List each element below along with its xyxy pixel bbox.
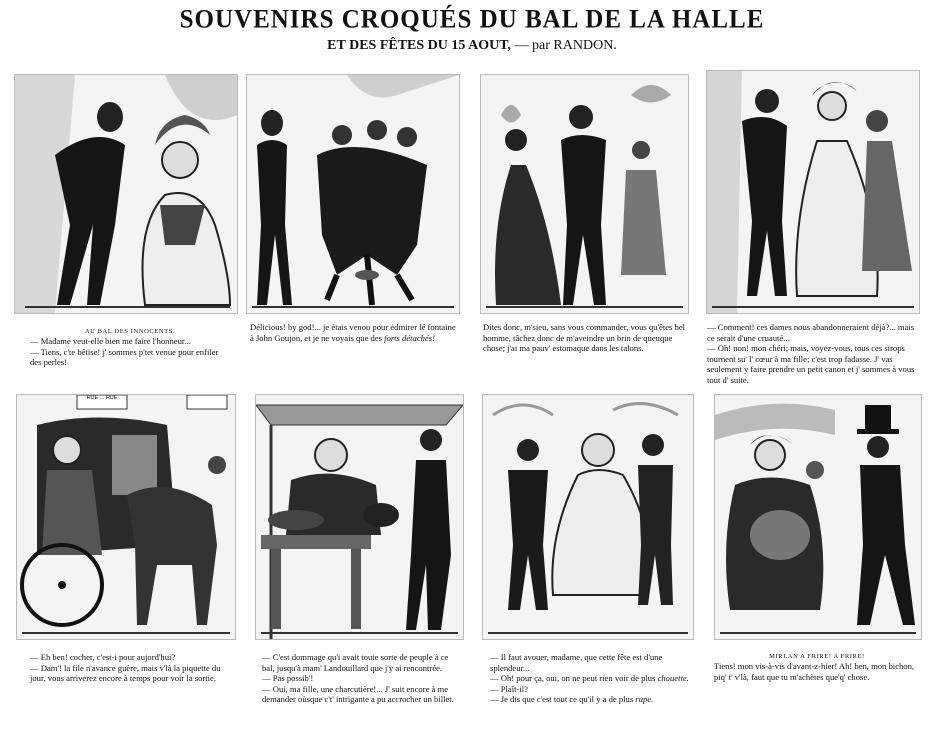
caption-line: — Oh! non! mon chéri; mais, voyez-vous, tous ces sirops tournent su' l' cœur à ma fille; c'est trop fadasse. J' vas seulement y faire prendre un petit canon et j' sommes à vous tout d' suite. (707, 343, 915, 385)
caption-line: — Eh ben! cocher, c'est-i pour aujord'hui? (30, 652, 176, 662)
caption-line: — Comment! ces dames nous abandonneraient déjà?... mais ce serait d'une cruauté... (707, 322, 915, 343)
caption-line: Délicious! by god!... je étais venou pour édmirer lé fontaine à John Goujon, et je ne voyais que des (250, 322, 456, 343)
caption-line: — Dam'! la file n'avance guère, mais v'là la piquette du jour, vous arriverez encore à temps pour voir la sortie. (30, 662, 221, 684)
author-credit: — par RANDON. (514, 38, 617, 53)
sketch-vendor-and-dandy-icon (715, 395, 921, 639)
caption-panel-5 (30, 652, 235, 684)
caption-line (490, 673, 692, 684)
caption-panel-1 (30, 327, 230, 368)
illustration-panel-3 (480, 74, 689, 314)
illustration-panel-4 (706, 70, 920, 314)
sketch-gentleman-and-ladies-icon (707, 71, 919, 313)
subtitle-text: ET DES FÊTES DU 15 AOUT, (327, 38, 512, 53)
page-title: SOUVENIRS CROQUÉS DU BAL DE LA HALLE (179, 5, 765, 34)
sketch-ballroom-couple-icon (481, 75, 688, 313)
sketch-carriage-icon (17, 395, 235, 639)
caption-heading: AU BAL DES INNOCENTS. (84, 328, 176, 335)
sketch-bow-to-lady-icon (15, 75, 237, 313)
caption-line: — Plaît-il? (490, 683, 528, 694)
caption-emphasis: forts détachés! (384, 332, 435, 343)
caption-line: — Tiens, c'te bêtise! j' sommes p'tet venue pour enfiler des perles! (30, 346, 219, 368)
illustration-panel-6 (255, 394, 464, 640)
caption-panel-7 (490, 652, 692, 705)
illustration-panel-1 (14, 74, 238, 314)
caption-panel-2 (250, 322, 456, 343)
sketch-large-lady-icon (483, 395, 693, 639)
caption-line (490, 694, 692, 705)
caption-panel-6 (262, 652, 462, 705)
caption-emphasis: chouette. (657, 673, 689, 684)
page-subtitle (0, 38, 944, 54)
caption-panel-8 (714, 652, 920, 682)
illustration-panel-8 (714, 394, 922, 640)
caption-heading: MIRLAN A FRIRE! A FRIRE! (769, 653, 865, 660)
illustration-panel-5 (16, 394, 236, 640)
sketch-market-stall-icon (256, 395, 463, 639)
illustration-panel-7 (482, 394, 694, 640)
caption-line: — C'est dommage qu'i avait toute sorte de peuple à ce bal, jusqu'à mam' Landouillard que j'y ai rencontrée. (262, 652, 449, 673)
caption-panel-4 (707, 322, 917, 386)
caption-panel-3 (483, 322, 689, 354)
caption-line: — Il faut avouer, madame, que cette fête est d'une splendeur... (490, 652, 663, 673)
illustration-panel-2 (246, 74, 460, 314)
sketch-dancing-crowd-icon (247, 75, 459, 313)
caption-line: — Madame veut-elle bien me faire l'honneur... (30, 336, 191, 346)
street-sign: RUE ... RUE (86, 395, 118, 401)
caption-line: — Oui, ma fille, une charcutière!... J' suit encore à me demander oùsque c't' intrigante a pu accrocher un billet. (262, 683, 454, 705)
caption-emphasis: rupe. (635, 694, 654, 705)
caption-line: Dites donc, m'sieu, sans vous commander, vous qu'êtes bel homme, tâchez donc de m'aveindre un brin de queuque chose; j'ai ma pauv' estomaque dans les talons. (483, 322, 686, 354)
caption-text: — Oh! pour ça, oui, on ne peut rien voir de plus (490, 673, 656, 684)
caption-line: — Pas possib'! (262, 673, 314, 684)
caption-line: Tiens! mon vis-à-vis d'avant-z-hier! Ah! ben, mon bichon, piq' t' v'là, faut que tu m'achètes que'q' chose. (714, 661, 915, 682)
caption-text: — Je dis que c'est tout ce qu'il y a de plus (490, 694, 634, 705)
